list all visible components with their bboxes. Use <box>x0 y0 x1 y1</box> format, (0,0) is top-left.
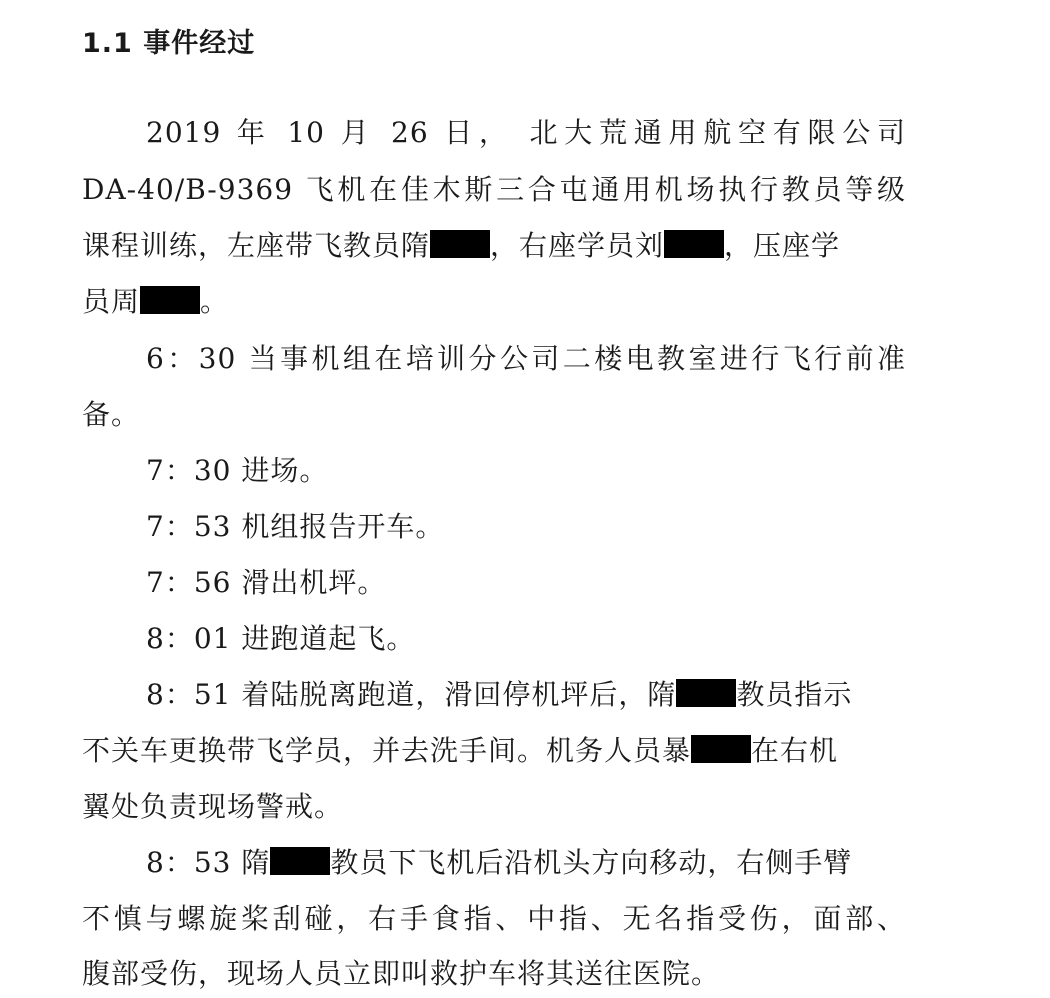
redaction-bar <box>140 286 200 314</box>
paragraph-2-line-2: 备。 <box>82 398 141 431</box>
redaction-bar <box>664 230 724 258</box>
text-segment: 员周 <box>82 285 141 318</box>
timeline-entry: 8：01 进跑道起飞。 <box>146 622 416 655</box>
timeline-entry: 7：56 滑出机坪。 <box>146 566 387 599</box>
text-segment: 在右机 <box>751 734 839 767</box>
text-segment: 课程训练，左座带飞教员隋 <box>82 229 431 262</box>
paragraph-8-line-1 <box>146 841 852 885</box>
paragraph-8-line-3: 腹部受伤，现场人员立即叫救护车将其送往医院。 <box>82 957 721 990</box>
paragraph-1-line-1: 2019 年 10 月 26 日， 北大荒通用航空有限公司 <box>146 116 906 149</box>
text-segment: 8：53 隋 <box>146 846 271 879</box>
paragraph-7-line-2 <box>82 729 838 773</box>
text-segment: 教员指示 <box>736 678 853 711</box>
redaction-bar <box>676 679 736 707</box>
paragraph-7-line-3: 翼处负责现场警戒。 <box>82 790 344 823</box>
text-segment: ，右座学员刘 <box>490 229 665 262</box>
timeline-entry: 7：30 进场。 <box>146 454 329 487</box>
text-segment: ，压座学 <box>724 229 841 262</box>
text-segment: 8：51 着陆脱离跑道，滑回停机坪后，隋 <box>146 678 677 711</box>
paragraph-7-line-1 <box>146 673 852 717</box>
redaction-bar <box>270 847 330 875</box>
paragraph-1-line-2: DA-40/B-9369 飞机在佳木斯三合屯通用机场执行教员等级 <box>82 173 906 206</box>
text-segment: 教员下飞机后沿机头方向移动，右侧手臂 <box>330 846 853 879</box>
paragraph-1-line-3 <box>82 224 840 268</box>
section-heading: 1.1 事件经过 <box>82 28 256 59</box>
redaction-bar <box>430 230 490 258</box>
paragraph-2-line-1: 6：30 当事机组在培训分公司二楼电教室进行飞行前准 <box>146 342 906 375</box>
text-segment: 不关车更换带飞学员，并去洗手间。机务人员暴 <box>82 734 692 767</box>
timeline-entry: 7：53 机组报告开车。 <box>146 510 445 543</box>
redaction-bar <box>691 735 751 763</box>
text-segment: 。 <box>200 285 230 318</box>
paragraph-1-line-4 <box>82 280 229 324</box>
paragraph-8-line-2: 不慎与螺旋桨刮碰，右手食指、中指、无名指受伤，面部、 <box>82 902 906 935</box>
